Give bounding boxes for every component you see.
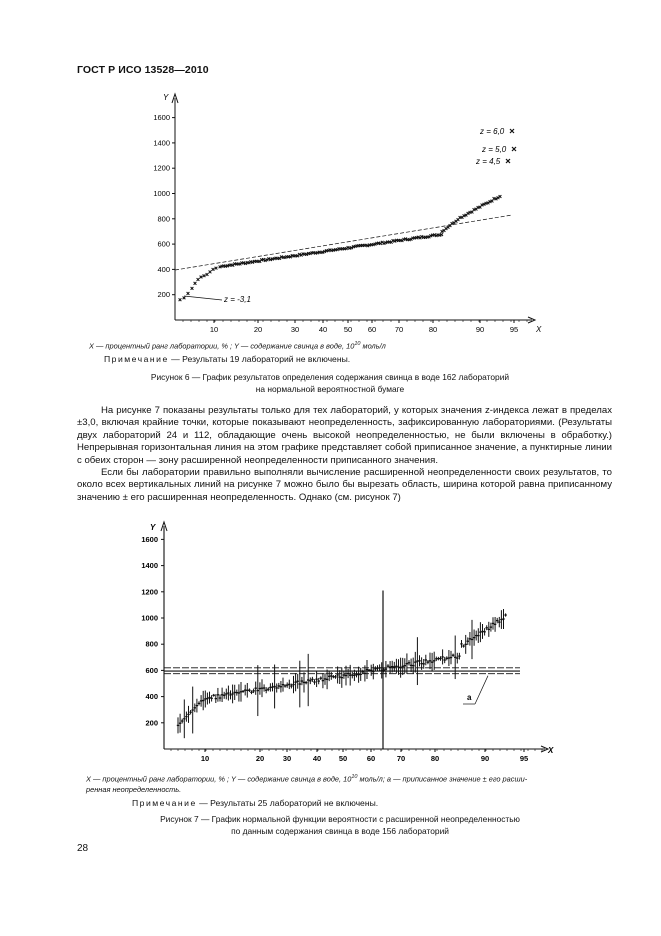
figure-7-axes	[141, 522, 554, 763]
x-tick-label: 20	[253, 325, 263, 334]
y-tick-label: 1000	[141, 613, 158, 623]
z-annotation: z = 4,5	[476, 157, 501, 166]
y-tick-label: 1600	[141, 534, 158, 544]
x-tick-label: 40	[312, 754, 322, 763]
trend-line	[175, 215, 512, 270]
y-tick-label: 400	[145, 692, 158, 702]
figure-6-note: Примечание — Результаты 19 лабораторий не включены.	[104, 354, 351, 364]
figure-7-legend: X — процентный ранг лаборатории, % ; Y — содержание свинца в воде, $10^{10}$ моль/л; a — приписанное значение ± его расши- ренная неопределенность.	[86, 774, 528, 795]
x-tick-label: 50	[343, 325, 353, 334]
y-tick-label: 1400	[153, 138, 170, 148]
y-tick-label: 200	[145, 718, 158, 728]
figure-6-caption: Рисунок 6 — График результатов определения содержания свинца в воде 162 лабораторий на нормальной вероятностной бумаге	[150, 372, 510, 394]
data-point	[194, 282, 197, 285]
z-annotation: z = 5,0	[482, 145, 507, 154]
x-axis-label: X	[548, 746, 554, 755]
page-header: ГОСТ Р ИСО 13528—2010	[77, 64, 209, 76]
x-tick-label: 90	[475, 325, 485, 334]
x-tick-label: 95	[509, 325, 519, 334]
x-axis-label: X	[536, 325, 542, 334]
data-point	[187, 292, 190, 295]
data-point	[212, 268, 215, 271]
x-tick-label: 95	[519, 754, 529, 763]
x-tick-label: 30	[282, 754, 292, 763]
y-tick-label: 1000	[153, 189, 170, 198]
paragraph-1: На рисунке 7 показаны результаты только для тех лабораторий, у которых значения z-индекса лежат в пределах ±3,0, включая крайние точки, которые показывают неопределенность, зафиксированную лабораториями. (Результаты двух лабораторий 24 и 112, обладающие очень высокой неопределенностью, не были включены в обработку.) Непрерывная горизонтальная линия на этом графике представляет собой приписанное значение, а пунктирные линии с обеих сторон — зону расширенной неопределенности приписанного значения.	[77, 405, 612, 466]
y-tick-label: 1400	[141, 561, 158, 571]
y-tick-label: 1200	[141, 587, 158, 597]
page-number: 28	[77, 843, 89, 854]
y-axis-label: Y	[150, 523, 156, 532]
body-paragraphs	[77, 405, 612, 504]
data-point	[209, 271, 212, 274]
x-tick-label: 40	[318, 325, 328, 334]
y-tick-label: 600	[157, 239, 170, 249]
y-tick-label: 200	[157, 290, 170, 300]
figure-7-bars	[177, 590, 507, 749]
data-point	[191, 287, 194, 290]
data-point	[215, 267, 218, 270]
data-point	[179, 298, 182, 301]
x-tick-label: 60	[366, 754, 376, 763]
x-tick-label: 80	[430, 754, 440, 763]
data-point	[197, 278, 200, 281]
data-point	[183, 296, 186, 299]
y-tick-label: 1600	[153, 113, 170, 123]
data-point	[206, 273, 209, 276]
y-tick-label: 600	[145, 665, 158, 675]
x-tick-label: 20	[255, 754, 265, 763]
z-annotation: z = 6,0	[480, 127, 505, 136]
x-tick-label: 80	[428, 325, 438, 334]
y-tick-label: 800	[157, 214, 170, 224]
z-annotation: z = -3,1	[224, 295, 251, 304]
data-point	[203, 274, 206, 277]
x-tick-label: 50	[338, 754, 348, 763]
data-point	[200, 276, 203, 279]
figure-6-points	[179, 195, 502, 301]
x-tick-label: 90	[480, 754, 490, 763]
y-axis-label: Y	[163, 93, 169, 102]
figure-6-legend: X — процентный ранг лаборатории, % ; Y — содержание свинца в воде, $10^{10}$ моль/л	[89, 341, 386, 351]
figure-6-plot	[140, 88, 550, 336]
x-tick-label: 60	[367, 325, 377, 334]
y-tick-label: 400	[157, 264, 170, 274]
annotation-a: a	[467, 693, 472, 702]
x-tick-label: 10	[200, 754, 210, 763]
y-tick-label: 1200	[153, 163, 170, 173]
figure-7-note: Примечание — Результаты 25 лабораторий не включены.	[132, 798, 379, 808]
paragraph-2: Если бы лаборатории правильно выполняли вычисление расширенной неопределенности своих результатов, то около всех вертикальных линий на рисунке 7 можно было бы вырезать область, ширина которой равна приписанному значению ± его расширенная неопределенность. Однако (см. рисунок 7)	[77, 467, 612, 503]
x-tick-label: 30	[290, 325, 300, 334]
y-tick-label: 800	[145, 639, 158, 649]
x-tick-label: 70	[396, 754, 406, 763]
figure-7-caption: Рисунок 7 — График нормальной функции вероятности с расширенной неопределенностью по данным содержания свинца в воде 156 лабораторий	[160, 814, 520, 836]
x-tick-label: 10	[209, 325, 219, 334]
x-tick-label: 70	[394, 325, 404, 334]
figure-7-plot	[120, 516, 570, 772]
figure-7-labels	[463, 676, 488, 704]
